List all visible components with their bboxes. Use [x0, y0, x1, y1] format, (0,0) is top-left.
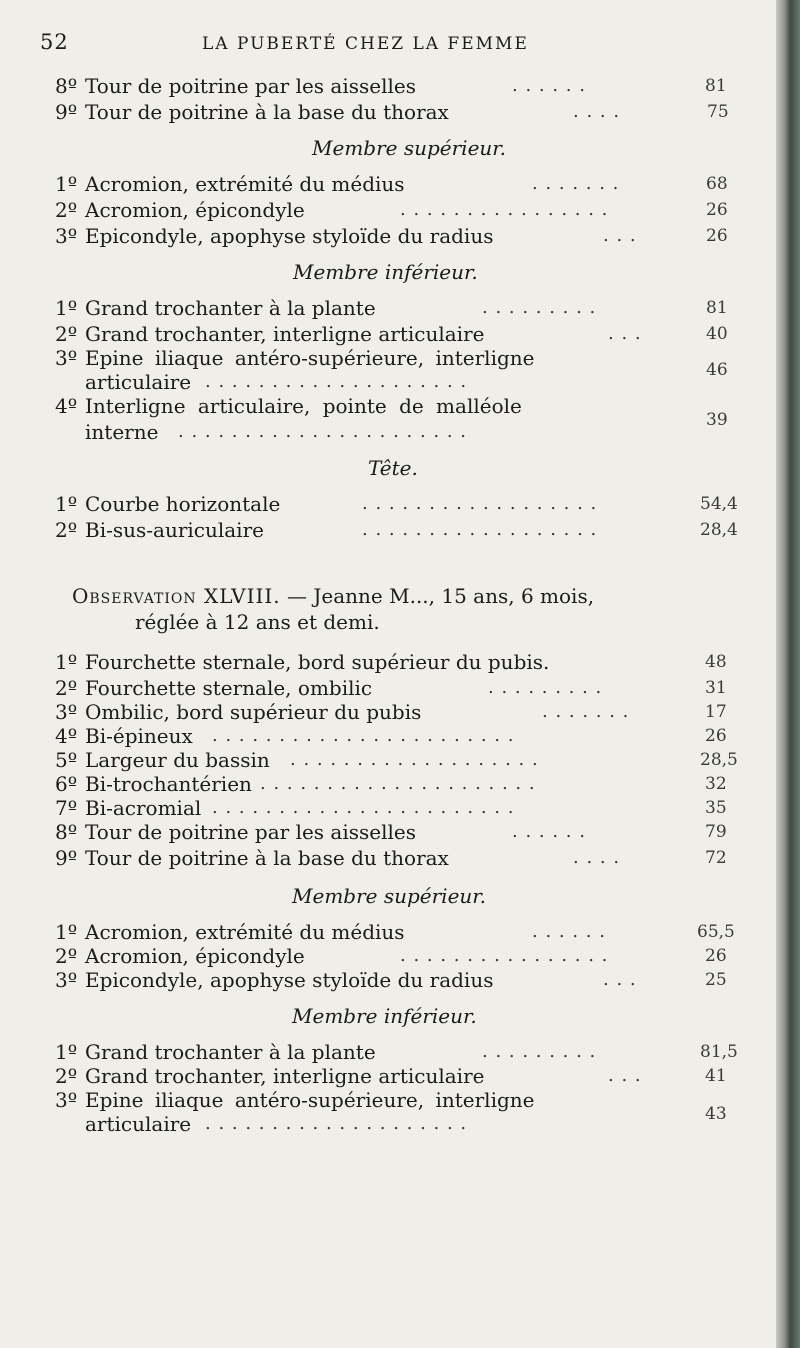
item-label: Epicondyle, apophyse styloïde du radius: [85, 968, 494, 992]
item-label: Epicondyle, apophyse styloïde du radius: [85, 224, 494, 248]
item-value: 43: [705, 1104, 727, 1124]
item-label: Tour de poitrine par les aisselles: [85, 74, 417, 98]
item-number: 3º: [55, 1088, 78, 1112]
item-number: 1º: [55, 920, 78, 944]
item-number: 1º: [55, 172, 78, 196]
item-number: 8º: [55, 74, 78, 98]
leader-dots: . . . . . . . . . . . . . . . . . . . . . .: [178, 421, 468, 442]
item-number: 7º: [55, 796, 78, 820]
leader-dots: . . . . . . . . . . . . . . . . . . . .: [205, 371, 468, 392]
item-number: 1º: [55, 296, 78, 320]
item-value: 26: [705, 946, 727, 966]
item-number: 3º: [55, 700, 78, 724]
running-title: LA PUBERTÉ CHEZ LA FEMME: [202, 34, 529, 54]
item-label: Epine iliaque antéro-supérieure, interligne: [85, 346, 535, 370]
measurement-line-continuation: [0, 360, 800, 394]
section-heading-upper-limb: Membre supérieur.: [292, 884, 487, 908]
leader-dots: . . .: [608, 1065, 642, 1086]
item-value: 25: [705, 970, 727, 990]
page-number: 52: [40, 30, 69, 54]
item-value: 26: [706, 226, 728, 246]
item-label: Bi-épineux: [85, 724, 193, 748]
measurement-line: [0, 74, 800, 98]
leader-dots: . . . . . . . . .: [488, 677, 603, 698]
leader-dots: . . . . . . . . .: [482, 297, 597, 318]
item-label: Acromion, extrémité du médius: [85, 172, 405, 196]
item-label: Fourchette sternale, ombilic: [85, 676, 373, 700]
leader-dots: . . . . . . . . . . . . . . . .: [400, 199, 609, 220]
leader-dots: . . . . . . . . .: [482, 1041, 597, 1062]
leader-dots: . . . .: [573, 101, 621, 122]
leader-dots: . . .: [608, 323, 642, 344]
leader-dots: . . . . . .: [512, 821, 586, 842]
section-heading-head: Tête.: [368, 456, 418, 480]
item-value: 41: [705, 1066, 727, 1086]
leader-dots: . . . . . . . . . . . . . . . . . . . .: [205, 1113, 468, 1134]
measurement-line: [0, 676, 800, 700]
measurement-line: [0, 944, 800, 968]
measurement-line: [0, 724, 800, 748]
item-number: 1º: [55, 492, 78, 516]
item-label: Grand trochanter à la plante: [85, 296, 376, 320]
item-label: Grand trochanter à la plante: [85, 1040, 376, 1064]
item-label: Fourchette sternale, bord supérieur du pubis.: [85, 650, 550, 674]
item-value: 26: [705, 726, 727, 746]
measurement-line: [0, 198, 800, 222]
leader-dots: . . . . . .: [532, 921, 606, 942]
item-number: 2º: [55, 1064, 78, 1088]
observation-heading: [72, 584, 594, 608]
item-number: 3º: [55, 968, 78, 992]
item-value: 46: [706, 360, 728, 380]
item-label: Bi-acromial: [85, 796, 202, 820]
item-number: 2º: [55, 322, 78, 346]
measurement-line: [0, 518, 800, 542]
leader-dots: . . . . . . . . . . . . . . . . . . .: [290, 749, 539, 770]
measurement-line: [0, 968, 800, 992]
measurement-line: [0, 920, 800, 944]
measurement-line: [0, 650, 800, 674]
measurement-line: [0, 748, 800, 772]
item-value: 81,5: [700, 1042, 738, 1062]
measurement-line: [0, 1040, 800, 1064]
measurement-line: [0, 322, 800, 346]
item-value: 81: [706, 298, 728, 318]
leader-dots: . . . . . . .: [532, 173, 620, 194]
item-label-continuation: interne: [85, 420, 159, 444]
item-value: 32: [705, 774, 727, 794]
measurement-line: [0, 772, 800, 796]
section-heading-upper-limb: Membre supérieur.: [312, 136, 507, 160]
item-value: 39: [706, 410, 728, 430]
leader-dots: . . . . . . . . . . . . . . . . . . . . . . .: [212, 725, 515, 746]
book-binding-edge: [776, 0, 800, 1348]
leader-dots: . . . . . . . . . . . . . . . .: [400, 945, 609, 966]
item-label: Tour de poitrine à la base du thorax: [85, 846, 449, 870]
measurement-line: [0, 1064, 800, 1088]
item-value: 79: [705, 822, 727, 842]
item-number: 8º: [55, 820, 78, 844]
measurement-line: [0, 296, 800, 320]
measurement-line: [0, 346, 800, 370]
item-number: 9º: [55, 846, 78, 870]
observation-subject: — Jeanne M..., 15 ans, 6 mois,: [287, 584, 595, 608]
item-label: Tour de poitrine à la base du thorax: [85, 100, 449, 124]
observation-subject-line2: réglée à 12 ans et demi.: [135, 610, 380, 634]
item-number: 4º: [55, 724, 78, 748]
item-number: 2º: [55, 198, 78, 222]
item-number: 1º: [55, 650, 78, 674]
item-number: 2º: [55, 676, 78, 700]
measurement-line: [0, 100, 800, 124]
leader-dots: . . . . . . . . . . . . . . . . . . . . .: [260, 773, 536, 794]
item-value: 65,5: [697, 922, 735, 942]
item-label: Interligne articulaire, pointe de malléole: [85, 394, 522, 418]
item-value: 48: [705, 652, 727, 672]
page-header: [0, 30, 800, 60]
item-number: 4º: [55, 394, 78, 418]
item-label-continuation: articulaire: [85, 1112, 192, 1136]
item-number: 6º: [55, 772, 78, 796]
item-label: Epine iliaque antéro-supérieure, interligne: [85, 1088, 535, 1112]
leader-dots: . . .: [603, 225, 637, 246]
item-value: 26: [706, 200, 728, 220]
item-value: 40: [706, 324, 728, 344]
item-label: Bi-trochantérien: [85, 772, 252, 796]
item-value: 54,4: [700, 494, 738, 514]
item-value: 75: [707, 102, 729, 122]
leader-dots: . . . . . . . . . . . . . . . . . .: [362, 493, 598, 514]
item-value: 17: [705, 702, 727, 722]
measurement-line: [0, 846, 800, 870]
measurement-line: [0, 172, 800, 196]
measurement-line: [0, 700, 800, 724]
item-label: Acromion, épicondyle: [85, 944, 305, 968]
item-label-continuation: articulaire: [85, 370, 192, 394]
item-number: 2º: [55, 518, 78, 542]
item-value: 31: [705, 678, 727, 698]
item-label: Bi-sus-auriculaire: [85, 518, 264, 542]
measurement-line-continuation: [0, 1104, 800, 1136]
item-label: Acromion, épicondyle: [85, 198, 305, 222]
item-value: 28,4: [700, 520, 738, 540]
measurement-line-continuation: [0, 410, 800, 444]
item-number: 2º: [55, 944, 78, 968]
observation-title: Observation XLVIII.: [72, 584, 281, 608]
item-number: 9º: [55, 100, 78, 124]
leader-dots: . . . . . . .: [542, 701, 630, 722]
item-value: 35: [705, 798, 727, 818]
leader-dots: . . . .: [573, 847, 621, 868]
leader-dots: . . . . . . . . . . . . . . . . . . . . . . .: [212, 797, 515, 818]
measurement-line: [0, 796, 800, 820]
item-number: 5º: [55, 748, 78, 772]
measurement-line: [0, 820, 800, 844]
item-label: Grand trochanter, interligne articulaire: [85, 322, 485, 346]
item-label: Grand trochanter, interligne articulaire: [85, 1064, 485, 1088]
section-heading-lower-limb: Membre inférieur.: [292, 1004, 477, 1028]
leader-dots: . . . . . . . . . . . . . . . . . .: [362, 519, 598, 540]
measurement-line: [0, 394, 800, 418]
measurement-line: [0, 1088, 800, 1112]
item-label: Tour de poitrine par les aisselles: [85, 820, 417, 844]
leader-dots: . . . . . .: [512, 75, 586, 96]
measurement-line: [0, 224, 800, 248]
item-label: Ombilic, bord supérieur du pubis: [85, 700, 422, 724]
item-value: 81: [705, 76, 727, 96]
section-heading-lower-limb: Membre inférieur.: [293, 260, 478, 284]
item-number: 1º: [55, 1040, 78, 1064]
measurement-line: [0, 492, 800, 516]
item-value: 72: [705, 848, 727, 868]
item-number: 3º: [55, 346, 78, 370]
item-value: 28,5: [700, 750, 738, 770]
item-number: 3º: [55, 224, 78, 248]
item-label: Acromion, extrémité du médius: [85, 920, 405, 944]
item-label: Courbe horizontale: [85, 492, 281, 516]
item-label: Largeur du bassin: [85, 748, 270, 772]
item-value: 68: [706, 174, 728, 194]
leader-dots: . . .: [603, 969, 637, 990]
